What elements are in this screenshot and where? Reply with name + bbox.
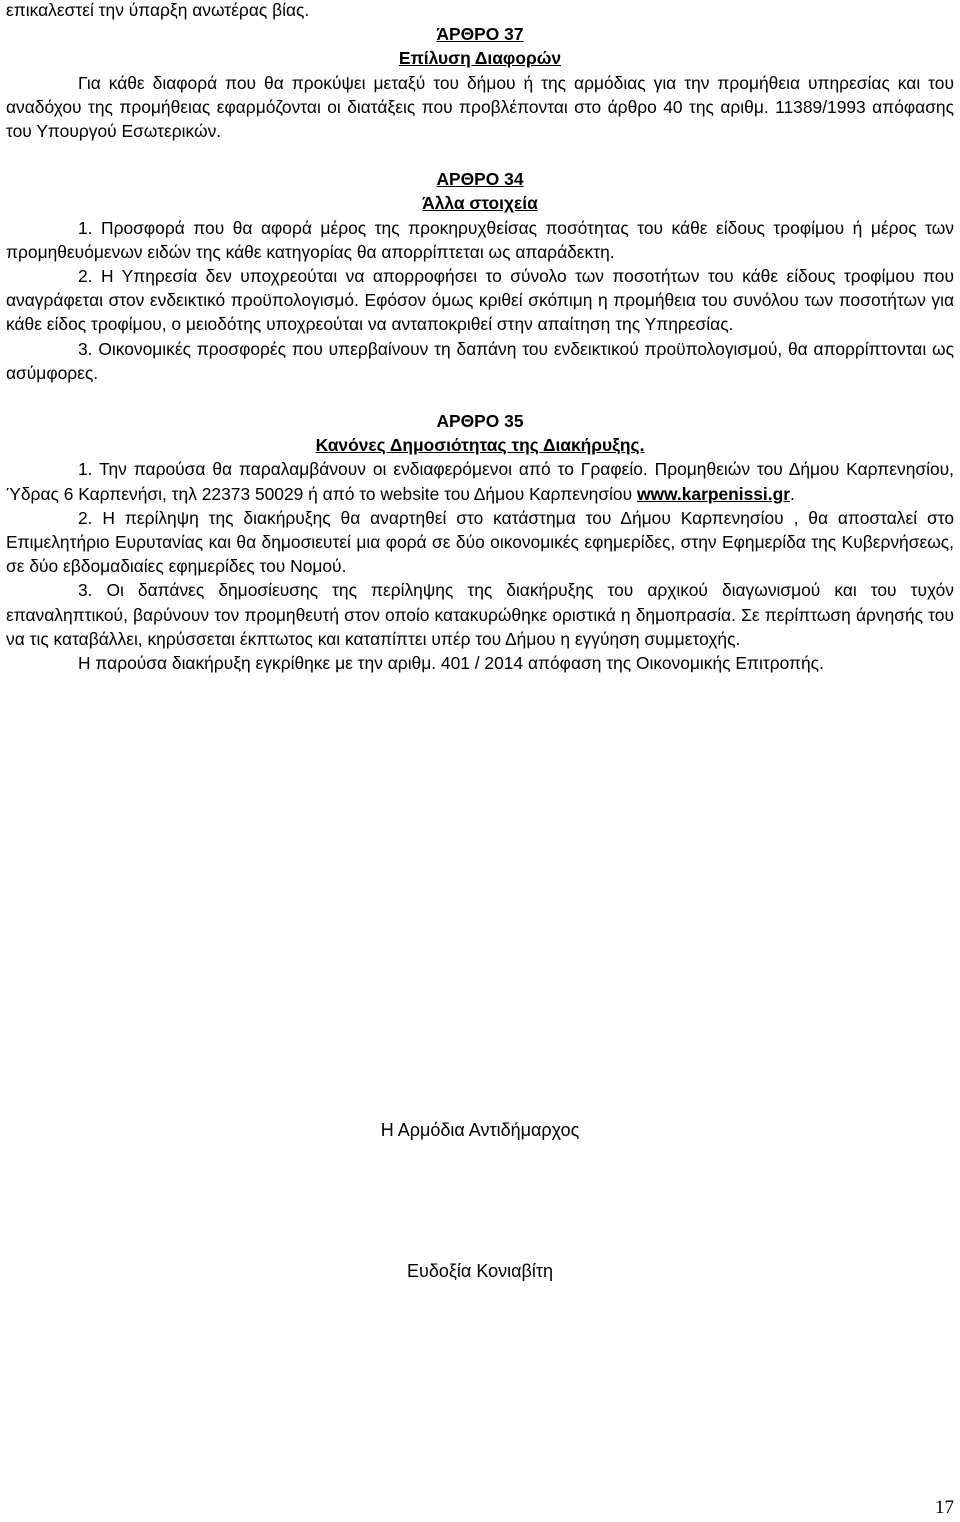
article-35-item-1-text: 1. Την παρούσα θα παραλαμβάνουν οι ενδιαφερόμενοι από το Γραφείο. Προμηθειών του Δήμου Καρπενησίου, Ύδρας 6 Καρπενήσι, τηλ 22373 50029 ή από το website του Δήμου Καρπενησίου (6, 459, 954, 504)
article-34-heading: ΑΡΘΡΟ 34 (436, 169, 524, 190)
approval-statement: Η παρούσα διακήρυξη εγκρίθηκε με την αριθμ. 401 / 2014 απόφαση της Οικονομικής Επιτροπής. (78, 653, 824, 674)
article-37-heading: ΆΡΘΡΟ 37 (436, 24, 524, 45)
spacer (6, 385, 954, 409)
signature-title: Η Αρμόδια Αντιδήμαρχος (380, 1120, 580, 1140)
article-35-item-2: 2. Η περίληψη της διακήρυξης θα αναρτηθεί στο κατάστημα του Δήμου Καρπενησίου , θα αποσταλεί στο Επιμελητήριο Ευρυτανίας και θα δημοσιευτεί μια φορά σε δύο οικονομικές εφημερίδες, στην Εφημερίδα της Κυβερνήσεως, σε δύο εβδομαδιαίες εφημερίδες του Νομού. (6, 507, 954, 577)
karpenissi-website-link[interactable]: www.karpenissi.gr (636, 483, 790, 504)
article-34-item-2: 2. Η Υπηρεσία δεν υποχρεούται να απορροφήσει το σύνολο των ποσοτήτων του κάθε είδους τροφίμου που αναγράφεται στον ενδεικτικό προϋπολογισμό. Εφόσον όμως κριθεί σκόπιμη η προμήθεια του συνόλου των ποσοτήτων για κάθε είδος τροφίμου, ο μειοδότης υποχρεούται να ανταποκριθεί στην απαίτηση της Υπηρεσίας. (6, 266, 954, 335)
article-35-item-1-end: . (789, 483, 795, 504)
article-35-item-3: 3. Οι δαπάνες δημοσίευσης της περίληψης της διακήρυξης του αρχικού διαγωνισμού και του τυχόν επαναληπτικού, βαρύνουν τον προμηθευτή στον οποίο κατακυρώθηκε οριστικά η δημοπρασία. Σε περίπτωση άρνησής του να τις καταβάλλει, κηρύσσεται έκπτωτος και καταπίπτει υπέρ του Δήμου η εγγύηση συμμετοχής. (6, 580, 954, 649)
article-35-heading: ΑΡΘΡΟ 35 (436, 411, 524, 432)
article-37-title: Επίλυση Διαφορών (398, 48, 562, 69)
document-body (6, 0, 954, 675)
spacer (6, 143, 954, 167)
article-35-title: Κανόνες Δημοσιότητας της Διακήρυξης. (315, 435, 645, 456)
signature-name: Ευδοξία Κονιαβίτη (406, 1261, 554, 1281)
article-34-title: Άλλα στοιχεία (422, 193, 538, 214)
article-37-paragraph: Για κάθε διαφορά που θα προκύψει μεταξύ του δήμου ή της αρμόδιας για την προμήθεια υπηρεσίας και του αναδόχου της προμήθειας εφαρμόζονται οι διατάξεις που προβλέπονται στο άρθρο 40 της αριθμ. 11389/1993 απόφασης του Υπουργού Εσωτερικών. (6, 72, 954, 142)
article-34-item-1: 1. Προσφορά που θα αφορά μέρος της προκηρυχθείσας ποσότητας του κάθε είδους τροφίμου ή μέρος των προμηθευόμενων ειδών της κάθε κατηγορίας θα απορρίπτεται ως απαράδεκτη. (6, 217, 954, 262)
top-line: επικαλεστεί την ύπαρξη ανωτέρας βίας. (6, 0, 310, 20)
page-number: 17 (935, 1497, 954, 1518)
article-34-item-3: 3. Οικονομικές προσφορές που υπερβαίνουν τη δαπάνη του ενδεικτικού προϋπολογισμού, θα απορρίπτονται ως ασύμφορες. (6, 338, 954, 383)
article-35-item-1 (6, 457, 954, 505)
